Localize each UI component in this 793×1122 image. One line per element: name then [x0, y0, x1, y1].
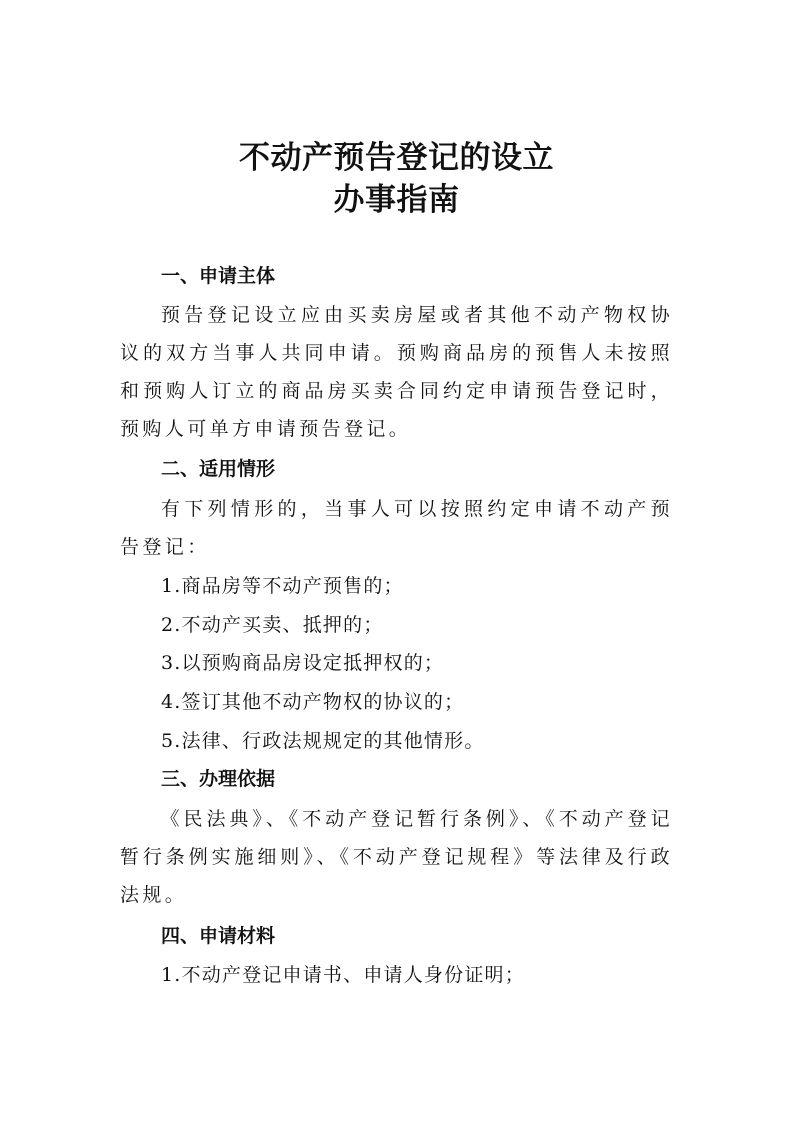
list-item: 3.以预购商品房设定抵押权的； — [161, 652, 445, 674]
section-paragraph-applicant — [120, 296, 673, 448]
section-heading-applicable-cases: 二、适用情形 — [161, 458, 276, 480]
section-heading-applicant: 一、申请主体 — [161, 265, 276, 287]
section-heading-legal-basis: 三、办理依据 — [161, 768, 276, 790]
paragraph-text: 预告登记设立应由买卖房屋或者其他不动产物权协议的双方当事人共同申请。预购商品房的预售人未按照和预购人订立的商品房买卖合同约定申请预告登记时，预购人可单方申请预告登记。 — [120, 304, 673, 440]
paragraph-text: 有下列情形的，当事人可以按照约定申请不动产预告登记： — [120, 498, 673, 558]
list-item: 2.不动产买卖、抵押的； — [161, 614, 384, 636]
section-paragraph-applicable-cases — [120, 490, 673, 566]
list-item: 4.签订其他不动产物权的协议的； — [161, 691, 465, 713]
list-item: 1.商品房等不动产预售的； — [161, 575, 404, 597]
document-title-line-1: 不动产预告登记的设立 — [239, 140, 554, 176]
list-item: 1.不动产登记申请书、申请人身份证明； — [161, 964, 525, 986]
list-item: 5.法律、行政法规规定的其他情形。 — [161, 730, 485, 752]
document-title-line-2: 办事指南 — [333, 182, 460, 218]
section-heading-materials: 四、申请材料 — [161, 925, 276, 947]
section-paragraph-legal-basis — [120, 800, 673, 914]
paragraph-text: 《民法典》、《不动产登记暂行条例》、《不动产登记暂行条例实施细则》、《不动产登记规程》等法律及行政法规。 — [120, 808, 673, 906]
